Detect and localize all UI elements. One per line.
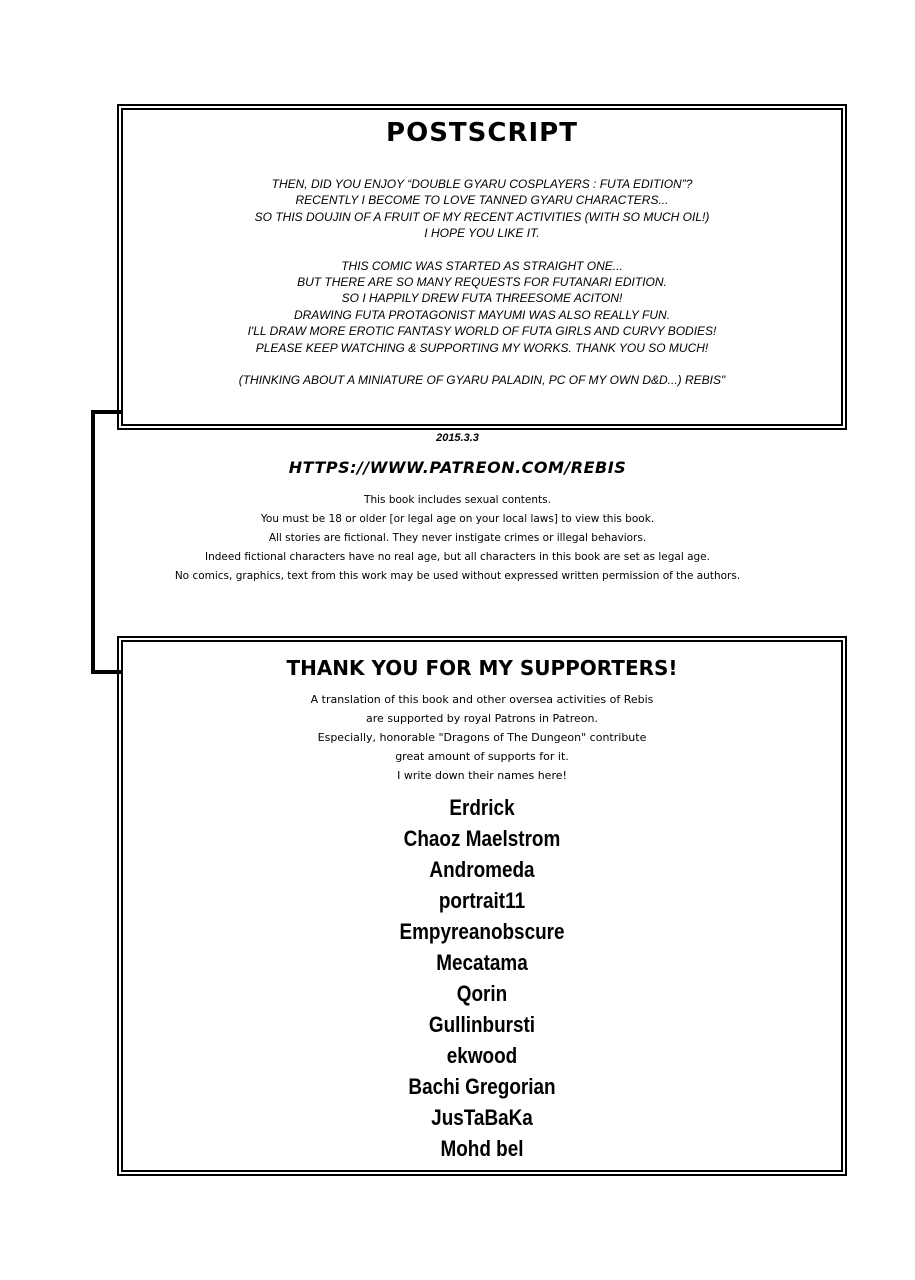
supporters-title: THANK YOU FOR MY SUPPORTERS! [286, 656, 678, 680]
notice-line: All stories are fictional. They never instigate crimes or illegal behaviors. [268, 532, 647, 544]
postscript-line: BUT THERE ARE SO MANY REQUESTS FOR FUTANARI EDITION. [297, 275, 667, 290]
postscript-paragraph [123, 258, 841, 356]
postscript-paragraph [123, 372, 841, 388]
notice-line: Indeed fictional characters have no real age, but all characters in this book are set as legal age. [205, 551, 710, 563]
postscript-line: SO THIS DOUJIN OF A FRUIT OF MY RECENT ACTIVITIES (WITH SO MUCH OIL!) [254, 209, 710, 224]
legal-notice [0, 491, 915, 586]
intro-line: A translation of this book and other oversea activities of Rebis [310, 693, 654, 706]
supporter-name: portrait11 [438, 888, 526, 913]
postscript-signature: (THINKING ABOUT A MINIATURE OF GYARU PALADIN, PC OF MY OWN D&D...) REBIS" [238, 373, 726, 388]
publication-date: 2015.3.3 [436, 432, 479, 444]
supporter-name: Gullinbursti [428, 1012, 536, 1037]
postscript-line: RECENTLY I BECOME TO LOVE TANNED GYARU CHARACTERS... [295, 193, 669, 208]
intro-line: great amount of supports for it. [395, 750, 569, 763]
frame-connector-bottom [91, 670, 121, 674]
postscript-line: PLEASE KEEP WATCHING & SUPPORTING MY WORKS. THANK YOU SO MUCH! [255, 340, 709, 355]
intro-line: I write down their names here! [397, 769, 567, 782]
notice-line: This book includes sexual contents. [364, 494, 551, 506]
supporter-name: JusTaBaKa [431, 1105, 533, 1130]
supporter-name: Empyreanobscure [399, 919, 565, 944]
supporter-name: Qorin [456, 981, 508, 1006]
supporter-name: Mohd bel [440, 1136, 524, 1161]
notice-line: No comics, graphics, text from this work may be used without expressed written permission of the authors. [174, 570, 741, 582]
postscript-line: THEN, DID YOU ENJOY “DOUBLE GYARU COSPLAYERS : FUTA EDITION”? [271, 177, 693, 191]
supporter-name: ekwood [446, 1043, 518, 1068]
postscript-body [123, 176, 841, 404]
supporter-name: Bachi Gregorian [408, 1074, 556, 1099]
supporter-name: Chaoz Maelstrom [403, 826, 561, 851]
supporter-name: Erdrick [449, 795, 515, 820]
postscript-paragraph [123, 176, 841, 242]
supporters-intro [123, 690, 841, 785]
frame-connector-top [91, 410, 121, 414]
postscript-line: I HOPE YOU LIKE IT. [424, 226, 540, 241]
notice-line: You must be 18 or older [or legal age on your local laws] to view this book. [260, 513, 655, 525]
supporter-names-list [123, 792, 841, 1164]
postscript-line: SO I HAPPILY DREW FUTA THREESOME ACITON! [341, 291, 623, 306]
supporter-name: Mecatama [436, 950, 528, 975]
postscript-line: DRAWING FUTA PROTAGONIST MAYUMI WAS ALSO REALLY FUN. [293, 307, 671, 322]
patreon-url[interactable]: HTTPS://WWW.PATREON.COM/REBIS [288, 458, 627, 477]
supporters-box [121, 640, 843, 1172]
intro-line: Especially, honorable "Dragons of The Dungeon" contribute [317, 731, 647, 744]
postscript-title: POSTSCRIPT [386, 118, 578, 148]
postscript-line: I'LL DRAW MORE EROTIC FANTASY WORLD OF FUTA GIRLS AND CURVY BODIES! [247, 324, 717, 339]
postscript-line: THIS COMIC WAS STARTED AS STRAIGHT ONE... [341, 258, 623, 273]
intro-line: are supported by royal Patrons in Patreon. [366, 712, 598, 725]
supporter-name: Andromeda [429, 857, 535, 882]
postscript-box [121, 108, 843, 426]
